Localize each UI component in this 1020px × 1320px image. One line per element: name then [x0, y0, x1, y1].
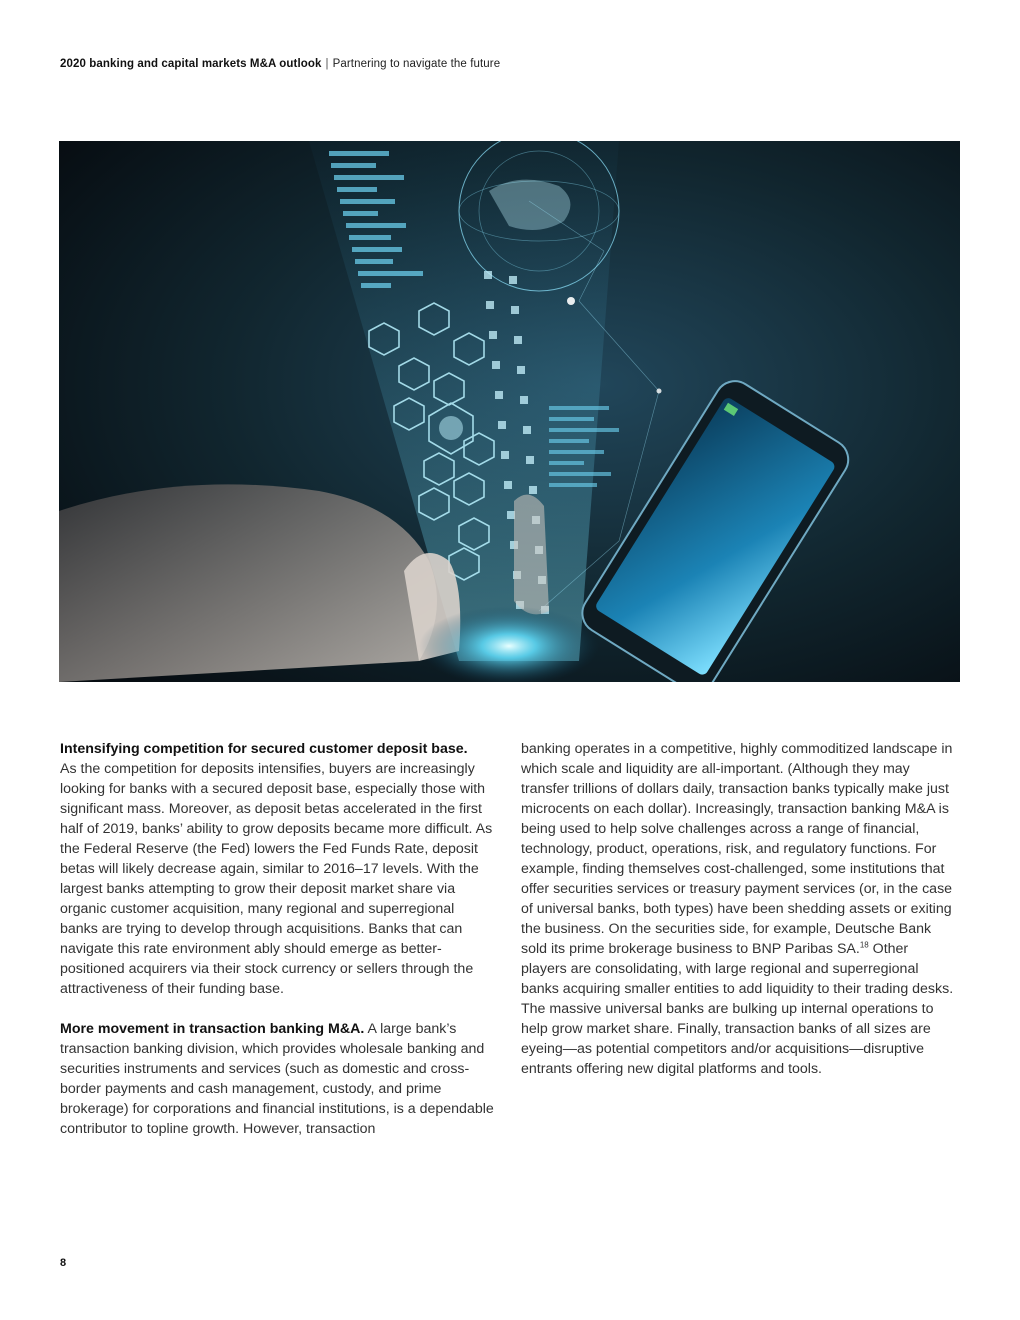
paragraph-heading: Intensifying competition for secured customer deposit base.	[60, 741, 468, 757]
header-separator: |	[325, 58, 329, 70]
paragraph-transaction-banking-cont	[521, 739, 957, 1079]
paragraph-body: Other players are consolidating, with large regional and superregional banks acquiring smaller entities to add liquidity to their trading desks. The massive universal banks are bulking up internal operations to help grow market share. Finally, transaction banks of all sizes are eyeing—as potential competitors and/or acquisitions—disruptive entrants offering new digital platforms and tools.	[521, 941, 954, 1077]
running-header	[60, 58, 500, 70]
paragraph-body: banking operates in a competitive, highly commoditized landscape in which scale and liquidity are all-important. (Although they may transfer trillions of dollars daily, transaction banks typically make just microcents on each dollar). Increasingly, transaction banking M&A is being used to help solve challenges across a range of financial, technology, product, operations, risk, and regulatory functions. For example, finding themselves cost-challenged, some institutions that offer securities services or treasury payment services (or, in the case of universal banks, both types) have been shedding assets or exiting the business. On the securities side, for example, Deutsche Bank sold its prime brokerage business to BNP Paribas SA.	[521, 741, 953, 957]
header-title: 2020 banking and capital markets M&A outlook	[60, 58, 322, 70]
hero-illustration	[59, 141, 960, 682]
left-column	[60, 739, 496, 1159]
paragraph-body: A large bank’s transaction banking division, which provides wholesale banking and securities instruments and services (such as domestic and cross-border payments and cash management, custody, and prime brokerage) for corporations and financial institutions, is a dependable contributor to topline growth. However, transaction	[60, 1021, 494, 1137]
paragraph-transaction-banking	[60, 1019, 496, 1139]
paragraph-deposit-competition	[60, 739, 496, 999]
footnote-reference[interactable]: 18	[859, 940, 869, 950]
header-subtitle: Partnering to navigate the future	[332, 58, 501, 70]
page-number: 8	[60, 1257, 67, 1269]
paragraph-heading: More movement in transaction banking M&A.	[60, 1021, 365, 1037]
hero-image-smartphone-hologram	[59, 141, 960, 682]
paragraph-body: As the competition for deposits intensifies, buyers are increasingly looking for banks with a secured deposit base, especially those with significant mass. Moreover, as deposit betas accelerated in the first half of 2019, banks’ ability to grow deposits became more difficult. As the Federal Reserve (the Fed) lowers the Fed Funds Rate, deposit betas will likely decrease again, similar to 2016–17 levels. With the largest banks attempting to grow their deposit market share via organic customer acquisition, many regional and superregional banks are trying to develop through acquisitions. Banks that can navigate this rate environment ably should emerge as better-positioned acquirers via their stock currency or sellers through the attractiveness of their funding base.	[60, 761, 493, 997]
right-column	[521, 739, 957, 1099]
